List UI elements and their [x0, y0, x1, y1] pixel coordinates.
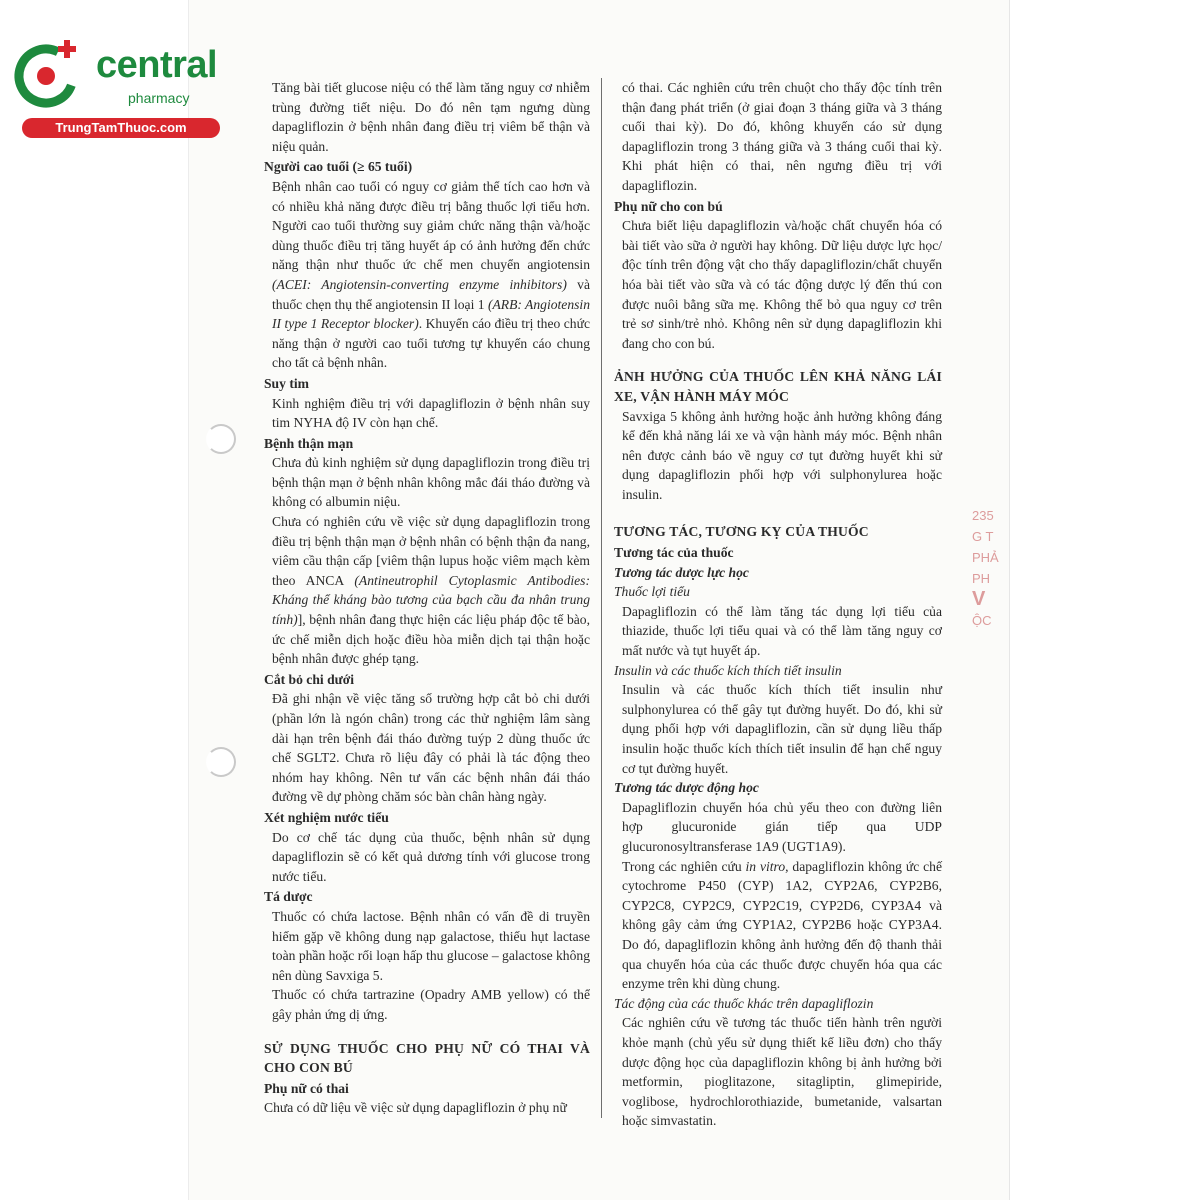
heading-elderly: Người cao tuổi (≥ 65 tuổi) [264, 159, 413, 175]
heading-driving: ẢNH HƯỞNG CỦA THUỐC LÊN KHẢ NĂNG LÁI XE, VẬN HÀNH MÁY MÓC [614, 369, 942, 404]
left-column [264, 78, 590, 1118]
paragraph-kidney-2: Chưa có nghiên cứu về việc sử dụng dapagliflozin trong điều trị bệnh thận mạn ở bệnh nhân có bệnh thận đa nang, viêm cầu thận cấp [viêm thận lupus hoặc viêm mạch kèm theo ANCA (Antineutrophil Cytoplasmic Antibodies: Kháng thể kháng bào tương của bạch cầu đa nhân trung tính)], bệnh nhân đang thực hiện các liệu pháp độc tế bào, ức chế miễn dịch hoặc điều hòa miễn dịch tại thận hoặc bệnh nhân được ghép tạng. [272, 514, 590, 667]
heading-excipients: Tá dược [264, 889, 313, 905]
logo-site-url[interactable]: TrungTamThuoc.com [22, 118, 220, 138]
heading-amputation: Cắt bỏ chi dưới [264, 671, 355, 687]
paragraph-elderly: Bệnh nhân cao tuổi có nguy cơ giảm thể tích cao hơn và có nhiều khả năng được điều trị bằng thuốc lợi tiểu hơn. Người cao tuổi thường suy giảm chức năng thận và/hoặc dùng thuốc điều trị tăng huyết áp có ảnh hưởng đến chức năng thận như thuốc ức chế men chuyển angiotensin (ACEI: Angiotensin-converting enzyme inhibitors) và thuốc chẹn thụ thể angiotensin II loại 1 (ARB: Angiotensin II type 1 Receptor blocker). Khuyến cáo điều trị theo chức năng thận ở người cao tuổi tương tự khuyến cáo chung cho tất cả bệnh nhân. [272, 178, 590, 371]
heading-interactions: TƯƠNG TÁC, TƯƠNG KỴ CỦA THUỐC [614, 524, 869, 540]
punch-hole [206, 747, 236, 777]
heading-urine-test: Xét nghiệm nước tiểu [264, 809, 389, 825]
stamp-line: PHẢ [972, 550, 999, 565]
paragraph-pk-2: Trong các nghiên cứu in vitro, dapagliflozin không ức chế cytochrome P450 (CYP) 1A2, CYP2A6, CYP2B6, CYP2C8, CYP2C9, CYP2C19, CYP2D6, CYP3A4 và không gây cảm ứng CYP1A2, CYP2B6 hoặc CYP3A4. Do đó, dapagliflozin không ảnh hưởng đến độ thanh thải qua chuyển hóa của các thuốc được chuyển hóa qua các enzyme trên khi dùng chung. [622, 858, 942, 992]
paragraph-excipient-1: Thuốc có chứa lactose. Bệnh nhân có vấn đề di truyền hiếm gặp về không dung nạp galactose, thiếu hụt lactase toàn phần hoặc rối loạn hấp thu glucose – galactose không nên dùng Savxiga 5. [272, 908, 590, 983]
paragraph-insulin: Insulin và các thuốc kích thích tiết insulin như sulphonylurea có thể gây tụt đường huyết. Do đó, khi sử dụng phối hợp với dapagliflozin, cần sử dụng liều thấp insulin hoặc thuốc kích thích tiết insulin để hạn chế nguy cơ tụt đường huyết. [622, 682, 942, 776]
paragraph-amputation: Đã ghi nhận về việc tăng số trường hợp cắt bỏ chi dưới (phần lớn là ngón chân) trong các thử nghiệm lâm sàng dài hạn trên bệnh đái tháo đường tuýp 2 dùng thuốc ức chế SGLT2. Chưa rõ liệu đây có phải là tác động theo nhóm hay không. Nên tư vấn các bệnh nhân đái tháo đường về dự phòng chăm sóc bàn chân hàng ngày. [272, 691, 590, 805]
paragraph-excipient-2: Thuốc có chứa tartrazine (Opadry AMB yellow) có thể gây phản ứng dị ứng. [272, 987, 590, 1022]
heading-chronic-kidney: Bệnh thận mạn [264, 435, 354, 451]
logo-brand: central [96, 44, 218, 86]
heading-lactation: Phụ nữ cho con bú [614, 198, 723, 214]
right-column [614, 78, 942, 1131]
punch-hole [206, 424, 236, 454]
paragraph-kidney-1: Chưa đủ kinh nghiệm sử dụng dapagliflozin trong điều trị bệnh thận mạn ở bệnh nhân không mắc đái tháo đường và không có albumin niệu. [272, 455, 590, 510]
heading-pharmacokinetic: Tương tác dược động học [614, 780, 759, 796]
central-pharmacy-logo[interactable] [10, 36, 216, 140]
stamp-fragment [972, 505, 1008, 655]
paragraph-pregnant-start: Chưa có dữ liệu về việc sử dụng dapagliflozin ở phụ nữ [264, 1100, 567, 1116]
paragraph-pk-1: Dapagliflozin chuyển hóa chủ yếu theo con đường liên hợp glucuronide gián tiếp qua UDP glucuronosyltransferase 1A9 (UGT1A9). [622, 799, 942, 854]
logo-subtitle: pharmacy [128, 90, 190, 106]
heading-pregnant: Phụ nữ có thai [264, 1080, 349, 1096]
heading-pharmacodynamic: Tương tác dược lực học [614, 564, 749, 580]
paragraph-pregnant-cont: có thai. Các nghiên cứu trên chuột cho thấy độc tính trên thận đang phát triển (ở giai đoạn 3 tháng giữa và 3 tháng cuối thai kỳ). Do đó, không khuyến cáo sử dụng dapagliflozin trong 3 tháng giữa và 3 tháng cuối thai kỳ. Khi phát hiện có thai, nên ngưng điều trị với dapagliflozin. [622, 80, 942, 193]
heading-diuretics: Thuốc lợi tiểu [614, 584, 690, 600]
heading-drug-interactions: Tương tác của thuốc [614, 545, 734, 561]
stamp-line: ỘC [972, 613, 992, 628]
paragraph-other-drugs: Các nghiên cứu về tương tác thuốc tiến hành trên người khỏe mạnh (chủ yếu sử dụng thiết kế liều đơn) cho thấy dược động học của dapagliflozin không bị ảnh hưởng bởi metformin, pioglitazone, sitagliptin, glimepiride, voglibose, hydrochlorothiazide, bumetanide, valsartan hoặc simvastatin. [622, 1015, 942, 1129]
paragraph-diuretics: Dapagliflozin có thể làm tăng tác dụng lợi tiểu của thiazide, thuốc lợi tiểu quai và có thể làm tăng nguy cơ mất nước và tụt huyết áp. [622, 603, 942, 659]
heading-other-drugs: Tác động của các thuốc khác trên dapagliflozin [614, 995, 874, 1011]
stamp-line: PH [972, 571, 991, 586]
paragraph-driving: Savxiga 5 không ảnh hưởng hoặc ảnh hưởng không đáng kể đến khả năng lái xe và vận hành máy móc. Bệnh nhân nên được cảnh báo về nguy cơ tụt đường huyết khi sử dụng dapagliflozin phối hợp với sulphonylurea hoặc insulin. [622, 408, 942, 502]
paragraph-urine-test: Do cơ chế tác dụng của thuốc, bệnh nhân sử dụng dapagliflozin sẽ có kết quả dương tính với glucose trong nước tiểu. [272, 829, 590, 884]
heading-insulin: Insulin và các thuốc kích thích tiết insulin [614, 662, 842, 678]
stamp-line: 235 [972, 508, 994, 523]
logo-mark-icon [10, 36, 86, 112]
column-divider [601, 78, 602, 1118]
stamp-line: G T [972, 529, 994, 544]
paragraph-heart-failure: Kinh nghiệm điều trị với dapagliflozin ở bệnh nhân suy tim NYHA độ IV còn hạn chế. [272, 395, 590, 431]
stamp-line: V [972, 588, 986, 610]
paragraph-uti: Tăng bài tiết glucose niệu có thể làm tăng nguy cơ nhiễm trùng đường tiết niệu. Do đó nên tạm ngưng dùng dapagliflozin ở bệnh nhân đang điều trị viêm bể thận và niệu quản. [272, 80, 590, 154]
paragraph-lactation: Chưa biết liệu dapagliflozin và/hoặc chất chuyển hóa có bài tiết vào sữa ở người hay không. Dữ liệu dược lực học/độc tính trên động vật cho thấy dapagliflozin/chất chuyển hóa bài tiết vào sữa và có tác động dược lý đến thú con được nuôi bằng sữa mẹ. Không thể bỏ qua nguy cơ trên trẻ sơ sinh/trẻ nhỏ. Không nên sử dụng dapagliflozin khi đang cho con bú. [622, 218, 942, 351]
heading-heart-failure: Suy tim [264, 375, 309, 391]
heading-pregnancy-section: SỬ DỤNG THUỐC CHO PHỤ NỮ CÓ THAI VÀ CHO CON BÚ [264, 1040, 590, 1076]
